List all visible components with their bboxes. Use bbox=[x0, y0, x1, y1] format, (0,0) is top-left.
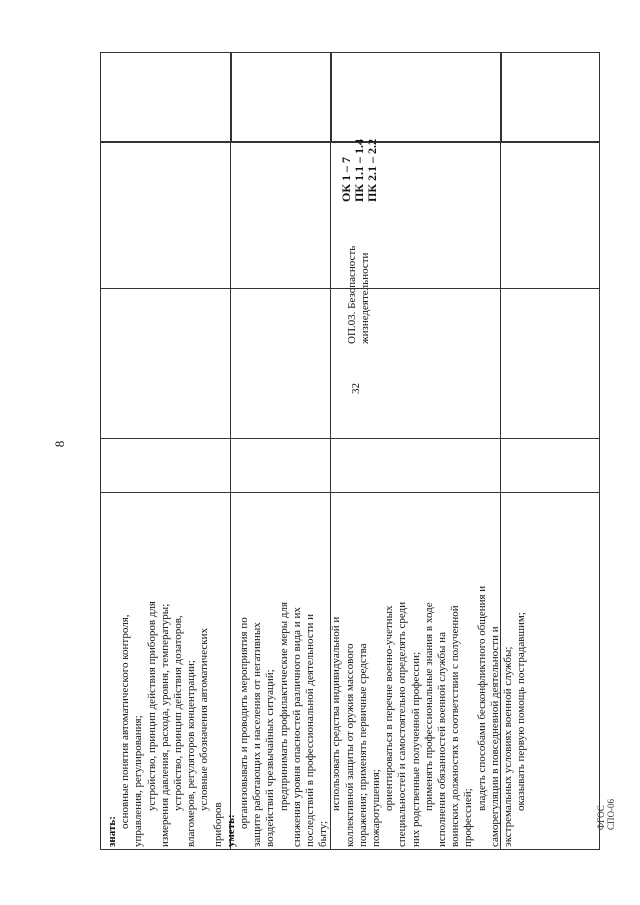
can-line: экстремальных условиях военной службы; bbox=[502, 646, 515, 847]
document-footer: ФГОС СПО-06 bbox=[596, 799, 616, 830]
row-divider bbox=[100, 438, 600, 439]
code-pk1: ПК 1.1 – 1.4 bbox=[352, 138, 366, 202]
row-divider bbox=[100, 142, 600, 143]
can-line: коллективной защиты от оружия массового bbox=[343, 643, 356, 847]
can-line: использовать средства индивидуальной и bbox=[330, 616, 343, 811]
know-line: управления, регулирования; bbox=[132, 715, 145, 847]
requirements-block bbox=[106, 586, 529, 847]
can-line: быту; bbox=[317, 820, 330, 847]
code-pk2: ПК 2.1 – 2.2 bbox=[365, 138, 379, 202]
can-line: саморегуляции в повседневной деятельности и bbox=[488, 626, 501, 847]
can-line: ориентироваться в перечне военно-учетных bbox=[383, 605, 396, 811]
can-line: поражения; применять первичные средства bbox=[356, 643, 369, 847]
hours-value: 32 bbox=[350, 383, 362, 394]
can-line: владеть способами бесконфликтного общения и bbox=[475, 585, 488, 811]
page-number: 8 bbox=[52, 440, 67, 448]
row-divider bbox=[100, 492, 600, 493]
code-ok: ОК 1 – 7 bbox=[339, 156, 353, 202]
can-line: них родственные полученной профессии; bbox=[409, 651, 422, 847]
know-line: приборов bbox=[211, 802, 224, 847]
know-heading: знать: bbox=[106, 816, 118, 847]
know-line: устройство, принцип действия приборов для bbox=[145, 601, 158, 811]
can-line: оказывать первую помощь пострадавшим; bbox=[515, 612, 528, 811]
can-line: применять профессиональные знания в ходе bbox=[422, 602, 435, 811]
can-line: воинских должностях в соответствии с полученной bbox=[449, 605, 462, 847]
can-line: снижения уровня опасностей различного вида и их bbox=[290, 607, 303, 847]
can-line: предпринимать профилактические меры для bbox=[277, 601, 290, 811]
can-line: организовывать и проводить мероприятия по bbox=[238, 617, 251, 829]
competency-table bbox=[100, 52, 600, 850]
know-line: влагомеров, регуляторов концентрации; bbox=[185, 660, 198, 847]
can-line: профессией; bbox=[462, 788, 475, 847]
know-line: измерения давления, расхода, уровня, температуры; bbox=[158, 603, 171, 847]
know-line: устройство, принцип действия дозаторов, bbox=[172, 615, 185, 811]
know-line: условные обозначения автоматических bbox=[198, 628, 211, 811]
can-line: защите работающих и населения от негативных bbox=[251, 622, 264, 847]
row-divider bbox=[100, 288, 600, 289]
discipline-name: ОП.03. Безопасность жизнедеятельности bbox=[346, 245, 371, 344]
can-line: исполнения обязанностей военной службы на bbox=[436, 632, 449, 847]
know-line: основные понятия автоматического контроля, bbox=[119, 614, 132, 829]
can-line: последствий в профессиональной деятельности и bbox=[304, 613, 317, 847]
can-line: воздействий чрезвычайных ситуаций; bbox=[264, 669, 277, 847]
can-line: специальностей и самостоятельно определять среди bbox=[396, 601, 409, 847]
can-line: пожаротушения; bbox=[370, 769, 383, 847]
can-heading: уметь: bbox=[224, 814, 237, 847]
